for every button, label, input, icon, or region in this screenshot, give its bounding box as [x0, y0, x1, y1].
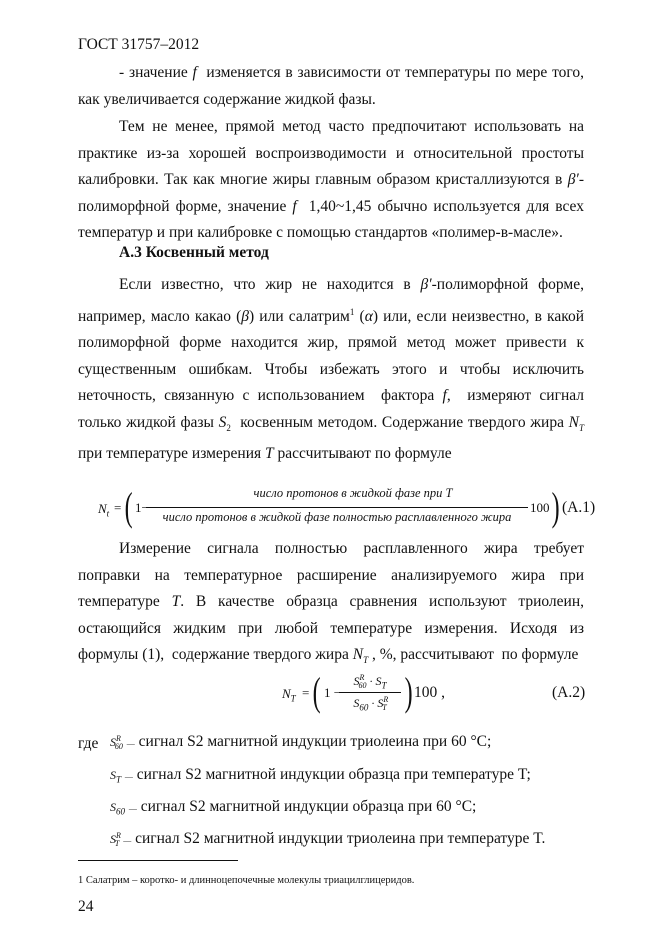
definition-3: $S_{60}$ — сигнал S2 магнитной индукции образца при 60 °С;: [110, 798, 477, 817]
symbol-str: $S^R_T$: [110, 831, 121, 849]
definition-3-text: сигнал S2 магнитной индукции образца при 60 °С;: [140, 798, 477, 815]
definition-1: $S^R_{60}$ — сигнал S2 магнитной индукции триолеина при 60 °С;: [110, 733, 492, 752]
formula1-numerator: число протонов в жидкой фазе при T: [253, 486, 453, 500]
formula1-lhs: $N_t$: [98, 501, 110, 519]
formula2-lhs: $N_T$: [282, 686, 296, 704]
page-number: 24: [78, 898, 94, 915]
formula2-denominator: $S_{60} \cdot S^R_T$: [353, 695, 389, 713]
formula2-left-paren: (: [312, 669, 321, 714]
document-header: ГОСТ 31757–2012: [78, 36, 200, 53]
formula2-times: 100 ,: [414, 684, 445, 701]
formula1-times: 100: [530, 500, 550, 515]
formula2-fraction-bar: [339, 692, 401, 693]
definition-2-text: сигнал S2 магнитной индукции образца при температуре T;: [136, 766, 531, 783]
formula-a2: [282, 669, 602, 720]
formula1-label: (А.1): [562, 499, 596, 516]
definition-4: $S^R_T$ — сигнал S2 магнитной индукции триолеина при температуре T.: [110, 830, 546, 849]
formula-a1: [98, 486, 598, 534]
formula2-right-paren: ): [404, 669, 413, 714]
definition-2: $S_T$ — сигнал S2 магнитной индукции образца при температуре T;: [110, 766, 531, 785]
definition-1-text: сигнал S2 магнитной индукции триолеина при 60 °С;: [138, 733, 492, 750]
formula2-eq: =: [302, 685, 310, 700]
definition-4-text: сигнал S2 магнитной индукции триолеина при температуре T.: [135, 830, 546, 847]
formula2-one-minus: 1 −: [324, 685, 342, 700]
footnote-divider: [78, 860, 238, 861]
formula1-denominator: число протонов в жидкой фазе полностью расплавленного жира: [162, 510, 512, 524]
footnote: 1 Салатрим – коротко- и длинноцепочечные молекулы триацилглицеридов.: [78, 875, 415, 886]
formula2-label: (А.2): [552, 684, 586, 701]
formula1-fraction-bar: [146, 507, 528, 508]
symbol-s60r: $S^R_{60}$: [110, 734, 123, 752]
formula1-left-paren: (: [124, 484, 133, 529]
paragraph-2: Тем не менее, прямой метод часто предпочитают использовать на практике из-за хорошей воспроизводимости и относительной простоты калибровки. Так как многие жиры главным образом кристаллизуются в β′- полиморфной форме, значение f 1,40~1,45 обычно используется для всех температур и при калибровке с помощью стандартов «полимер-в-масле».: [78, 118, 584, 241]
formula2-numerator: $S^R_{60} \cdot S_T$: [353, 673, 387, 691]
paragraph-4: Измерение сигнала полностью расплавленного жира требует поправки на температурное расширение анализируемого жира при температуре T. В качестве образца сравнения используют триолеин, остающийся жидким при любой температуре измерения. Исходя из формулы (1), содержание твердого жира $N_T$ , %, рассчитывают по формуле: [78, 540, 584, 666]
symbol-s60: $S_{60}$: [110, 800, 125, 817]
formula1-right-paren: ): [551, 484, 560, 529]
definitions-where: где: [78, 735, 99, 752]
formula1-one-minus: 1−: [135, 500, 149, 515]
paragraph-3: Если известно, что жир не находится в β′-полиморфной форме, например, масло какао (β) или салатрим$^1$ (α) или, если неизвестно, в какой полиморфной форме находится жир, прямой метод может привести к существенным ошибкам. Чтобы избежать этого и чтобы исключить неточность, связанную с использованием фактора f, измеряют сигнал только жидкой фазы $S_2$ косвенным методом. Содержание твердого жира $N_T$ при температуре измерения T рассчитывают по формуле: [78, 276, 584, 463]
formula1-eq: =: [114, 500, 122, 515]
section-title: А.3 Косвенный метод: [119, 244, 269, 261]
symbol-st: $S_T$: [110, 768, 122, 785]
paragraph-1: - значение f изменяется в зависимости от температуры по мере того, как увеличивается содержание жидкой фазы.: [78, 64, 584, 108]
